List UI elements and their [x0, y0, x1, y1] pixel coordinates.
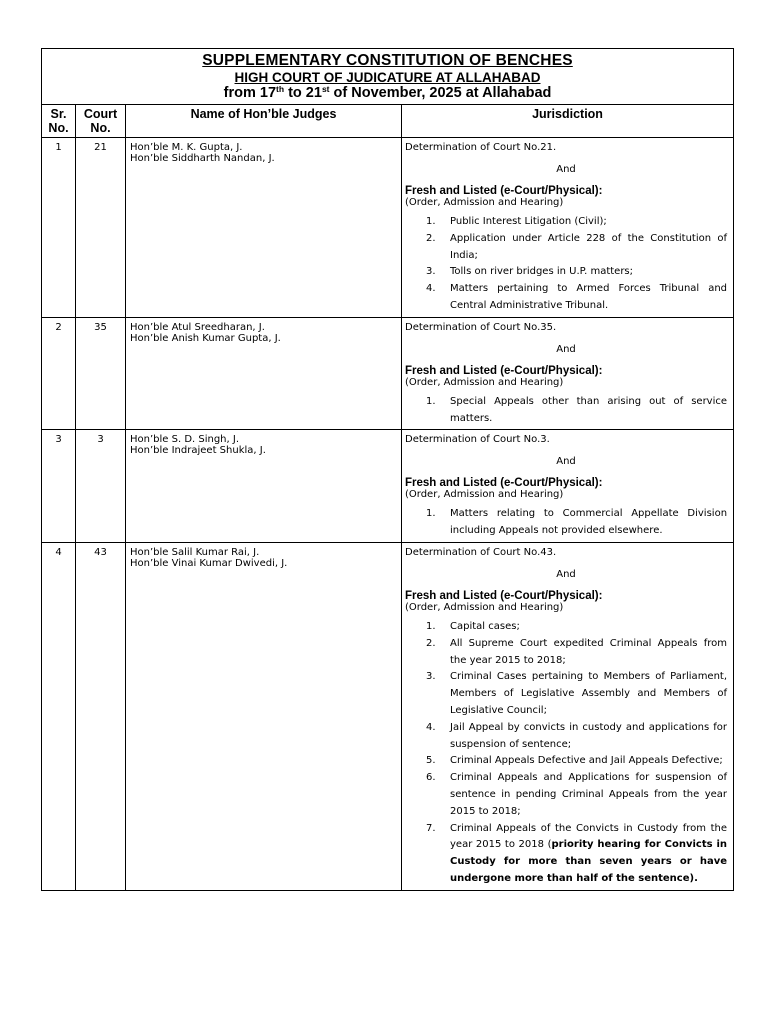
fresh-listed-heading: Fresh and Listed (e-Court/Physical): — [405, 364, 603, 377]
fresh-listed-heading: Fresh and Listed (e-Court/Physical): — [405, 589, 603, 602]
list-item-text: Criminal Cases pertaining to Members of Parliament, Members of Legislative Assembly and Members of Legislative Council; — [450, 671, 728, 716]
list-item-number: 3. — [426, 266, 436, 278]
list-item — [405, 506, 727, 540]
list-item — [405, 753, 727, 770]
bench-row — [42, 430, 734, 543]
date-to: to 21 — [284, 85, 322, 101]
fresh-listed-heading: Fresh and Listed (e-Court/Physical): — [405, 185, 603, 197]
judge-name: Hon’ble Salil Kumar Rai, J. — [130, 546, 260, 558]
judge-name: Hon’ble Vinai Kumar Dwivedi, J. — [130, 557, 288, 569]
list-item-number: 2. — [426, 232, 436, 244]
jurisdiction-list — [405, 619, 727, 888]
col-court-no: Court No. — [76, 105, 126, 138]
priority-note: priority hearing for Convicts in Custody for more than seven years or have undergone more than half of the sentence — [450, 839, 728, 884]
list-item-text: Criminal Appeals and Applications for suspension of sentence in pending Criminal Appeals from the year 2015 to 2018; — [450, 772, 728, 817]
court-no-cell: 35 — [76, 317, 126, 430]
list-item — [405, 394, 727, 428]
judge-name: Hon’ble Indrajeet Shukla, J. — [130, 445, 266, 457]
list-item-number: 4. — [426, 283, 436, 295]
fresh-listed-heading: Fresh and Listed (e-Court/Physical): — [405, 477, 603, 490]
list-item — [405, 669, 727, 719]
list-item — [405, 636, 727, 670]
list-item-number: 2. — [426, 637, 436, 649]
sr-no-cell: 2 — [42, 317, 76, 430]
hearing-type-text: (Order, Admission and Hearing) — [405, 197, 564, 208]
and-text: And — [556, 568, 576, 580]
list-item-number: 7. — [426, 822, 436, 834]
list-item-number: 4. — [426, 721, 436, 733]
list-item-number: 5. — [426, 755, 436, 767]
list-item — [405, 231, 727, 265]
bench-row — [42, 138, 734, 318]
jurisdiction-cell — [402, 542, 734, 890]
list-item-number: 1. — [426, 216, 436, 227]
list-item-text: Public Interest Litigation (Civil); — [450, 216, 607, 227]
list-item — [405, 821, 727, 888]
document-title: SUPPLEMENTARY CONSTITUTION OF BENCHES — [202, 52, 573, 69]
judges-cell — [126, 317, 402, 430]
court-no-cell: 3 — [76, 430, 126, 543]
and-text: And — [556, 164, 576, 175]
bench-rows — [42, 138, 734, 891]
list-item — [405, 214, 727, 231]
date-suffix-2: st — [321, 84, 330, 94]
list-item-text: Matters relating to Commercial Appellate Division including Appeals not provided elsewhere. — [450, 508, 728, 537]
date-range — [42, 85, 733, 102]
list-item-text: Criminal Appeals of the Convicts in Custody from the year 2015 to 2018 ( — [450, 822, 728, 851]
col-jurisdiction: Jurisdiction — [402, 105, 734, 138]
list-item-text: Tolls on river bridges in U.P. matters; — [450, 266, 634, 278]
jurisdiction-cell — [402, 138, 734, 318]
list-item — [405, 281, 727, 315]
list-item-text: Application under Article 228 of the Constitution of India; — [450, 232, 728, 261]
list-item-text: Special Appeals other than arising out of service matters. — [450, 395, 728, 424]
column-header-row — [42, 105, 734, 138]
hearing-type-text: (Order, Admission and Hearing) — [405, 376, 564, 388]
jurisdiction-list — [405, 506, 727, 540]
bench-row — [42, 317, 734, 430]
list-item — [405, 619, 727, 636]
judge-name: Hon’ble S. D. Singh, J. — [130, 434, 240, 446]
date-tail: of November, 2025 at Allahabad — [329, 85, 552, 101]
list-item-text: All Supreme Court expedited Criminal Appeals from the year 2015 to 2018; — [450, 637, 728, 666]
judges-cell — [126, 430, 402, 543]
judges-cell — [126, 138, 402, 318]
determination-text: Determination of Court No.43. — [405, 546, 557, 558]
list-item-number: 1. — [426, 395, 436, 407]
jurisdiction-list — [405, 214, 727, 315]
list-item-number: 3. — [426, 671, 436, 683]
hearing-type-text: (Order, Admission and Hearing) — [405, 489, 564, 501]
judge-name: Hon’ble Atul Sreedharan, J. — [130, 321, 265, 333]
benches-table — [41, 48, 734, 891]
list-item-text: Jail Appeal by convicts in custody and applications for suspension of sentence; — [450, 721, 728, 750]
jurisdiction-list — [405, 394, 727, 428]
determination-text: Determination of Court No.3. — [405, 434, 550, 446]
court-no-cell: 21 — [76, 138, 126, 318]
judge-name: Hon’ble Siddharth Nandan, J. — [130, 153, 275, 164]
list-item-tail: ). — [689, 872, 698, 884]
jurisdiction-cell — [402, 317, 734, 430]
sr-no-cell: 1 — [42, 138, 76, 318]
list-item-number: 1. — [426, 620, 436, 632]
list-item-number: 1. — [426, 508, 436, 520]
judges-cell — [126, 542, 402, 890]
determination-text: Determination of Court No.21. — [405, 142, 557, 153]
and-text: And — [556, 343, 576, 355]
bench-row — [42, 542, 734, 890]
determination-text: Determination of Court No.35. — [405, 321, 557, 333]
sr-no-cell: 4 — [42, 542, 76, 890]
list-item-text: Capital cases; — [450, 620, 520, 632]
list-item-text: Criminal Appeals Defective and Jail Appeals Defective; — [450, 755, 723, 767]
col-sr-no: Sr. No. — [42, 105, 76, 138]
sr-no-cell: 3 — [42, 430, 76, 543]
document-header — [42, 49, 734, 105]
col-judges: Name of Hon’ble Judges — [126, 105, 402, 138]
court-no-cell: 43 — [76, 542, 126, 890]
document-sheet — [41, 48, 733, 891]
hearing-type-text: (Order, Admission and Hearing) — [405, 601, 564, 613]
title-row — [42, 49, 734, 105]
date-from: from 17 — [223, 85, 277, 101]
and-text: And — [556, 456, 576, 468]
jurisdiction-cell — [402, 430, 734, 543]
judge-name: Hon’ble M. K. Gupta, J. — [130, 142, 243, 153]
list-item-number: 6. — [426, 772, 436, 784]
list-item — [405, 264, 727, 281]
court-name: HIGH COURT OF JUDICATURE AT ALLAHABAD — [234, 70, 541, 85]
list-item — [405, 720, 727, 754]
judge-name: Hon’ble Anish Kumar Gupta, J. — [130, 332, 281, 344]
list-item-text: Matters pertaining to Armed Forces Tribunal and Central Administrative Tribunal. — [450, 283, 728, 311]
list-item — [405, 770, 727, 820]
date-suffix-1: th — [276, 84, 285, 94]
